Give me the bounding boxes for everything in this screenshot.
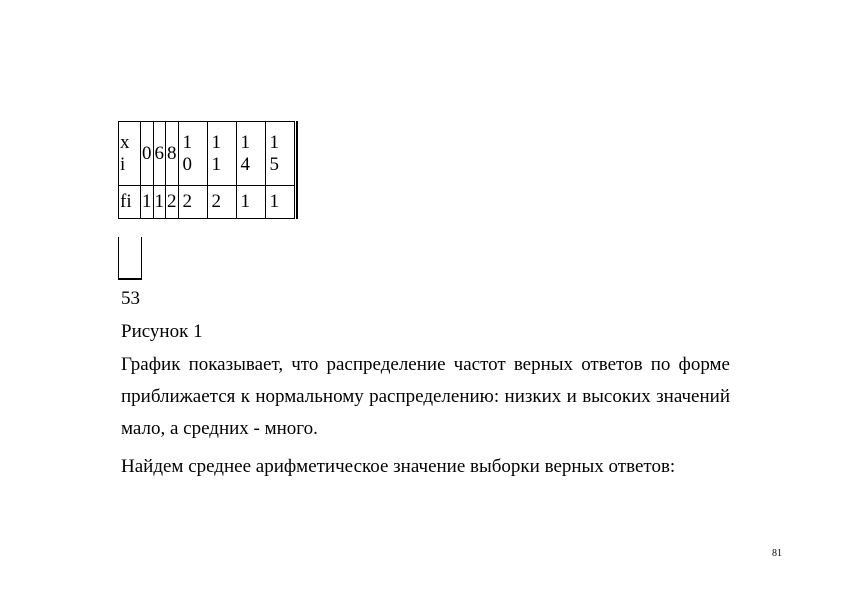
- x-value-digit: 6: [154, 142, 164, 164]
- x-value-digit: 1: [240, 131, 250, 153]
- empty-table-cell: [118, 237, 142, 280]
- frequency-row: [119, 186, 298, 219]
- figure-caption: Рисунок 1: [121, 321, 203, 342]
- x-value-cell: [265, 122, 295, 186]
- f-value-cell: 2: [166, 186, 179, 219]
- x-value-cell: [178, 122, 207, 186]
- f-value-cell: 1: [153, 186, 166, 219]
- x-value-digit: 0: [142, 142, 152, 164]
- x-value-digit: 4: [240, 153, 250, 175]
- x-label-cell: [119, 122, 141, 186]
- x-value-cell: [153, 122, 166, 186]
- x-value-digit: 1: [211, 153, 221, 175]
- x-value-digit: 1: [211, 131, 221, 153]
- f-value-cell: 1: [236, 186, 265, 219]
- x-value-cell: [236, 122, 265, 186]
- body-paragraph: Найдем среднее арифметическое значение выборки верных ответов:: [121, 456, 676, 477]
- x-value-digit: 0: [182, 153, 192, 175]
- figure-number: 53: [121, 288, 140, 309]
- x-label-char: x: [120, 131, 130, 153]
- x-value-cell: [207, 122, 236, 186]
- table-end-border: [295, 186, 297, 219]
- body-paragraph: График показывает, что распределение частот верных ответов по форме приближается к нормальному распределению: низких и высоких значений мало, а средних - много.: [121, 354, 730, 439]
- frequency-table: [118, 121, 298, 219]
- f-value-cell: 1: [265, 186, 295, 219]
- x-values-row: [119, 122, 298, 186]
- page-number: 81: [772, 548, 782, 559]
- x-value-cell: [141, 122, 154, 186]
- x-value-digit: 1: [182, 131, 192, 153]
- table-end-border: [295, 122, 297, 186]
- x-label-char: i: [120, 153, 126, 175]
- f-value-cell: 2: [178, 186, 207, 219]
- x-value-digit: 1: [269, 131, 279, 153]
- f-label-cell: fi: [119, 186, 141, 219]
- x-value-digit: 5: [269, 153, 279, 175]
- f-value-cell: 1: [141, 186, 154, 219]
- x-value-digit: 8: [167, 142, 177, 164]
- x-value-cell: [166, 122, 179, 186]
- f-value-cell: 2: [207, 186, 236, 219]
